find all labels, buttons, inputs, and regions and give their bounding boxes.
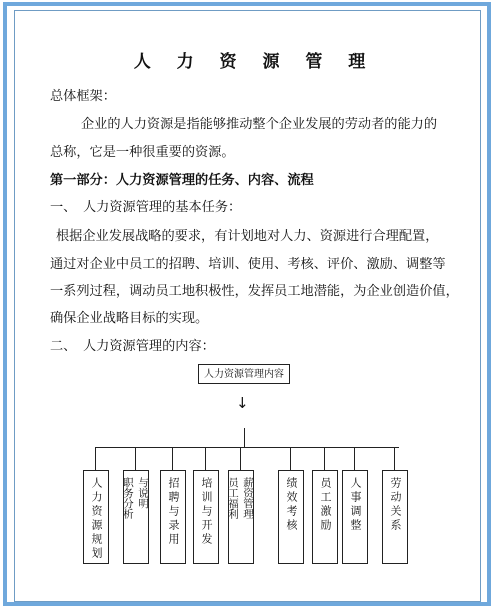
diagram-child-box (228, 470, 254, 564)
child-connector (135, 447, 136, 470)
diagram-child-label: 人事调整 (349, 477, 362, 533)
child-connector (95, 447, 96, 470)
subheading-content: 二、 人力资源管理的内容： (50, 339, 215, 354)
child-connector (394, 447, 395, 470)
diagram-child-label: 招聘与录用 (167, 477, 180, 547)
diagram-child-label: 劳动关系 (389, 477, 402, 533)
intro-line-2: 总称，它是一种很重要的资源。 (50, 145, 235, 160)
diagram-child-label: 绩效考核 (285, 477, 298, 533)
child-connector (205, 447, 206, 470)
diagram-child-box (193, 470, 219, 564)
page-title: 人 力 资 源 管 理 (133, 52, 376, 72)
child-connector (354, 447, 355, 470)
subheading-tasks: 一、 人力资源管理的基本任务： (50, 200, 242, 215)
diagram-root-box: 人力资源管理内容 (198, 364, 290, 384)
framework-label: 总体框架： (50, 89, 116, 104)
diagram-child-label: 人力资源规划 (90, 477, 103, 561)
diagram-child-box (160, 470, 186, 564)
child-connector (240, 447, 241, 470)
diagram-child-box (312, 470, 338, 564)
diagram-child-label: 员工福利 (227, 477, 239, 519)
diagram-child-label: 培训与开发 (200, 477, 213, 547)
diagram-child-box (123, 470, 149, 564)
intro-line-1: 企业的人力资源是指能够推动整个企业发展的劳动者的能力的 (81, 117, 438, 132)
tasks-line-1: 根据企业发展战略的要求，有计划地对人力、资源进行合理配置， (56, 229, 439, 244)
diagram-child-label: 与说明 (137, 477, 149, 509)
diagram-child-box (278, 470, 304, 564)
down-arrow-icon: ↓ (236, 394, 249, 412)
diagram-child-box (83, 470, 109, 564)
diagram-child-label: 员工激励 (319, 477, 332, 533)
tasks-line-2: 通过对企业中员工的招聘、培训、使用、考核、评价、激励、调整等 (50, 257, 446, 272)
connector-vertical (244, 428, 245, 448)
diagram-child-label: 职务分析 (122, 477, 134, 519)
tasks-line-3: 一系列过程，调动员工地积极性，发挥员工地潜能，为企业创造价值， (50, 284, 459, 299)
child-connector (324, 447, 325, 470)
section-heading: 第一部分：人力资源管理的任务、内容、流程 (50, 173, 314, 188)
diagram-child-box (382, 470, 408, 564)
diagram-child-box (342, 470, 368, 564)
diagram-child-label: 薪资管理 (242, 477, 254, 519)
tasks-line-4: 确保企业战略目标的实现。 (50, 311, 209, 326)
child-connector (172, 447, 173, 470)
child-connector (290, 447, 291, 470)
